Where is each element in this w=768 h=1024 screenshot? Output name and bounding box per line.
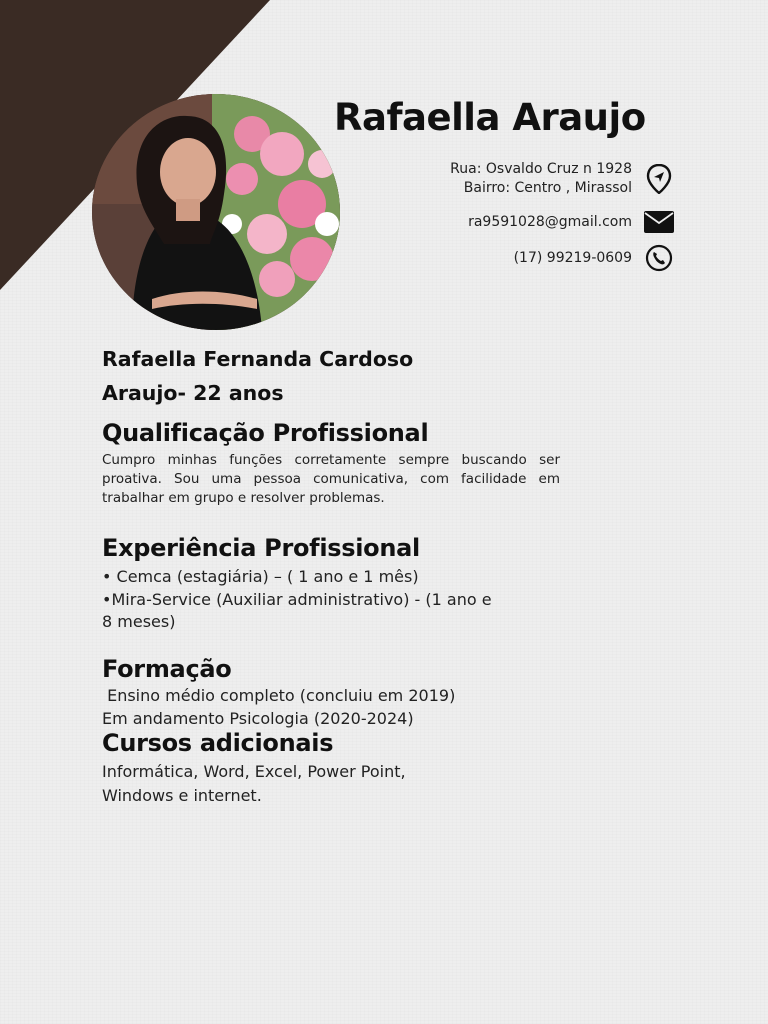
address-line-1: Rua: Osvaldo Cruz n 1928 [450, 161, 632, 177]
location-pin-icon [644, 164, 674, 194]
profile-photo [92, 94, 340, 330]
address-text [450, 160, 632, 198]
experience-item-2-line-1: •Mira-Service (Auxiliar administrativo) - (1 ano e [102, 590, 492, 609]
courses-line-1: Informática, Word, Excel, Power Point, [102, 762, 406, 781]
experience-item-2-line-2: 8 meses) [102, 612, 176, 631]
experience-item-1: • Cemca (estagiária) – ( 1 ano e 1 mês) [102, 567, 419, 586]
full-name-age [102, 342, 522, 410]
address-line-2: Bairro: Centro , Mirassol [463, 180, 632, 196]
phone-row [514, 243, 674, 273]
experience-heading: Experiência Profissional [102, 534, 420, 562]
full-name-line-2: Araujo- 22 anos [102, 381, 284, 405]
education-heading: Formação [102, 655, 232, 683]
full-name-line-1: Rafaella Fernanda Cardoso [102, 347, 414, 371]
email-row [468, 207, 674, 237]
address-row [450, 160, 674, 198]
phone-icon [644, 243, 674, 273]
email-text: ra9591028@gmail.com [468, 213, 632, 230]
envelope-icon [644, 207, 674, 237]
education-item-1: Ensino médio completo (concluiu em 2019) [102, 686, 456, 705]
courses-line-2: Windows e internet. [102, 786, 262, 805]
education-item-2: Em andamento Psicologia (2020-2024) [102, 709, 414, 728]
courses-heading: Cursos adicionais [102, 729, 334, 757]
qualification-heading: Qualificação Profissional [102, 419, 429, 447]
phone-text: (17) 99219-0609 [513, 249, 632, 266]
header-name: Rafaella Araujo [334, 96, 646, 139]
qualification-text: Cumpro minhas funções corretamente sempre buscando ser proativa. Sou uma pessoa comunicativa, com facilidade em trabalhar em grupo e resolver problemas. [102, 452, 560, 506]
